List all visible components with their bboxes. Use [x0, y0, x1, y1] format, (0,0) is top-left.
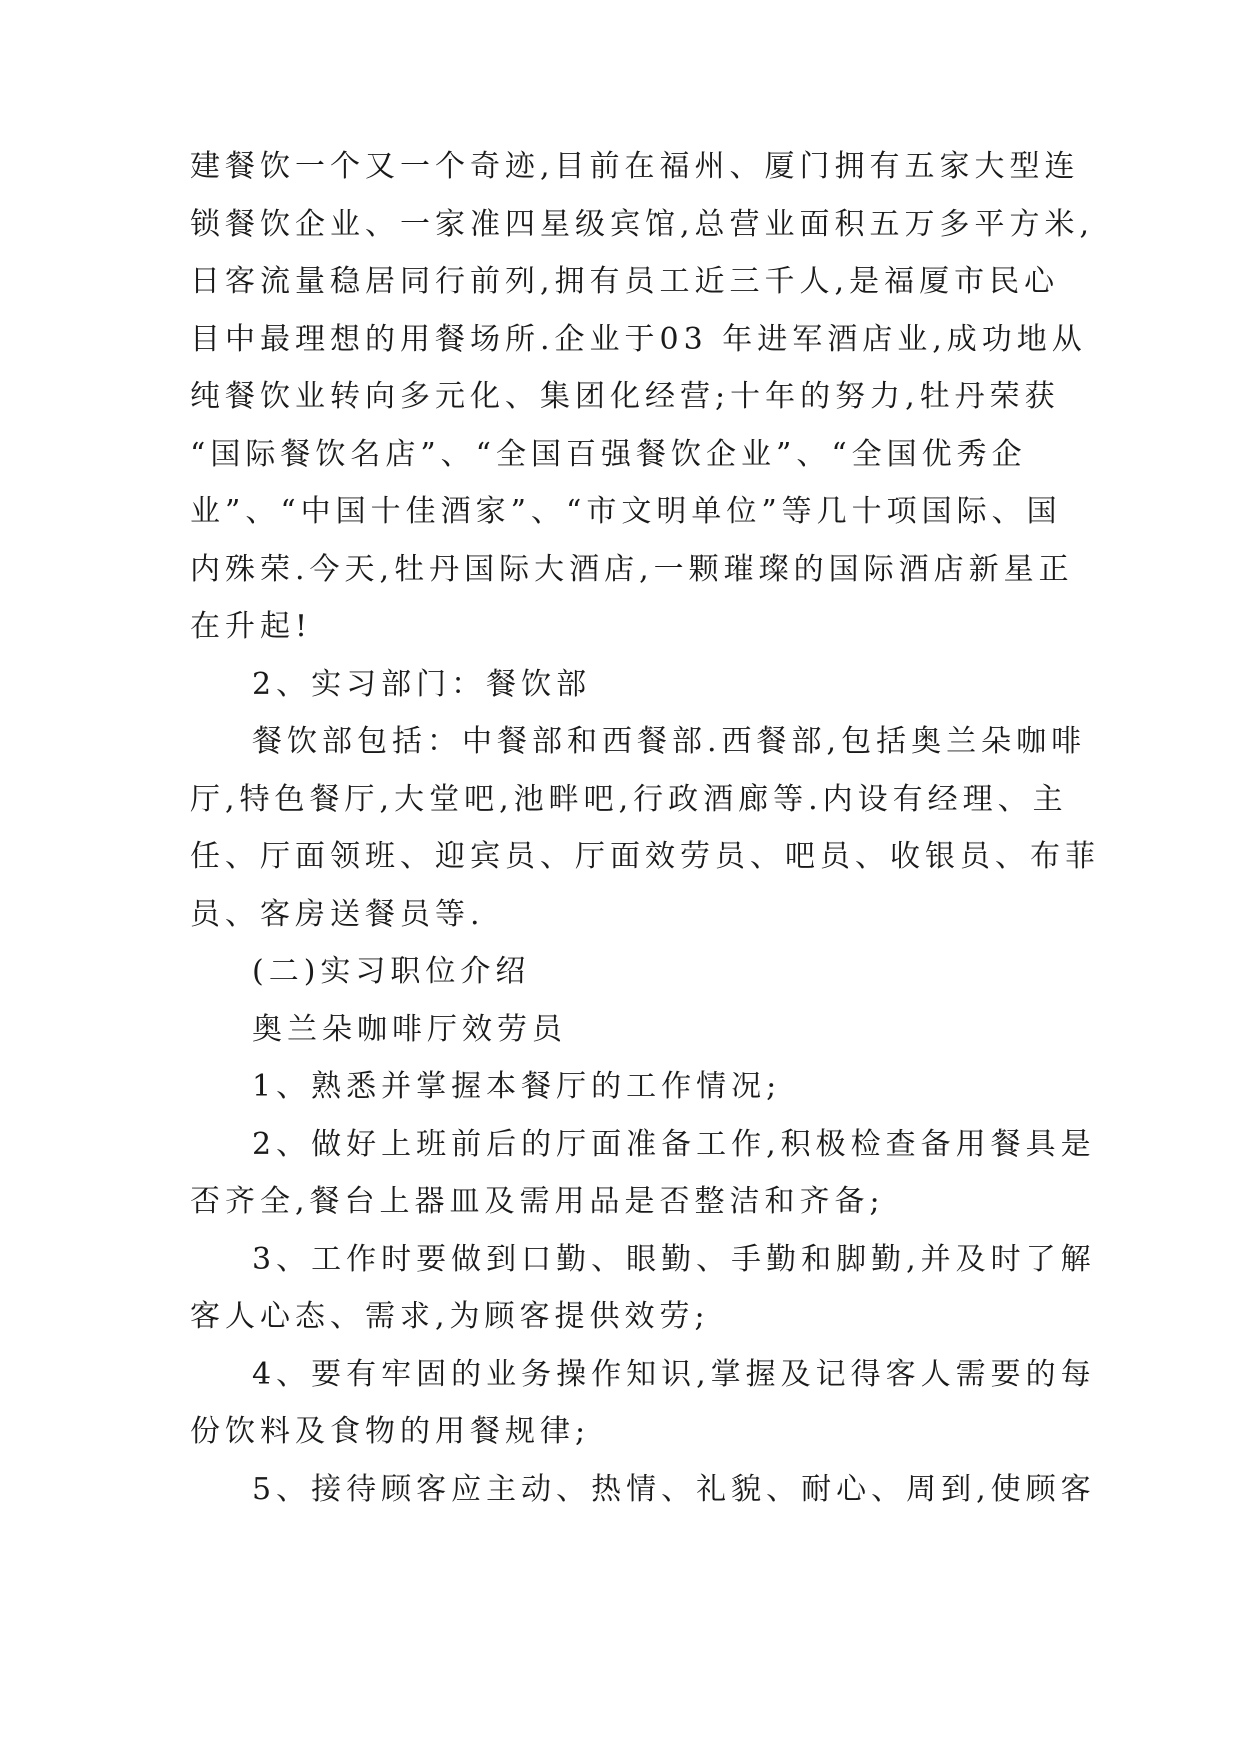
subsection-heading: 奥兰朵咖啡厅效劳员: [252, 1012, 567, 1047]
body-text-line: 员、客房送餐员等.: [190, 897, 485, 932]
list-item-continuation: 客人心态、需求,为顾客提供效劳;: [190, 1299, 710, 1334]
body-text-line: 在升起!: [190, 609, 313, 644]
body-text-line: 锁餐饮企业、一家准四星级宾馆,总营业面积五万多平方米,: [190, 207, 1095, 242]
list-item: 4、要有牢固的业务操作知识,掌握及记得客人需要的每: [252, 1357, 1096, 1392]
list-item: 1、熟悉并掌握本餐厅的工作情况;: [252, 1069, 782, 1104]
list-item: 5、接待顾客应主动、热情、礼貌、耐心、周到,使顾客: [252, 1472, 1096, 1507]
body-text-line: 餐饮部包括：中餐部和西餐部.西餐部,包括奥兰朵咖啡: [252, 724, 1087, 759]
body-text-line: 厅,特色餐厅,大堂吧,池畔吧,行政酒廊等.内设有经理、主: [190, 782, 1068, 817]
list-item-continuation: 份饮料及食物的用餐规律;: [190, 1414, 591, 1449]
body-text-line: 纯餐饮业转向多元化、集团化经营;十年的努力,牡丹荣获: [190, 379, 1060, 414]
section-heading: 2、实习部门：餐饮部: [252, 667, 592, 702]
list-item-continuation: 否齐全,餐台上器皿及需用品是否整洁和齐备;: [190, 1184, 885, 1219]
body-text-line: 内殊荣.今天,牡丹国际大酒店,一颗璀璨的国际酒店新星正: [190, 552, 1074, 587]
section-heading: (二)实习职位介绍: [252, 954, 531, 989]
body-text-line: 业”、“中国十佳酒家”、“市文明单位”等几十项国际、国: [190, 494, 1062, 529]
body-text-line: 建餐饮一个又一个奇迹,目前在福州、厦门拥有五家大型连: [190, 149, 1080, 184]
list-item: 2、做好上班前后的厅面准备工作,积极检查备用餐具是: [252, 1127, 1096, 1162]
body-text-line: “国际餐饮名店”、“全国百强餐饮企业”、“全国优秀企: [190, 437, 1027, 472]
list-item: 3、工作时要做到口勤、眼勤、手勤和脚勤,并及时了解: [252, 1242, 1096, 1277]
body-text-line: 任、厅面领班、迎宾员、厅面效劳员、吧员、收银员、布菲: [190, 839, 1100, 874]
body-text-line: 目中最理想的用餐场所.企业于03 年进军酒店业,成功地从: [190, 322, 1087, 357]
body-text-line: 日客流量稳居同行前列,拥有员工近三千人,是福厦市民心: [190, 264, 1060, 299]
